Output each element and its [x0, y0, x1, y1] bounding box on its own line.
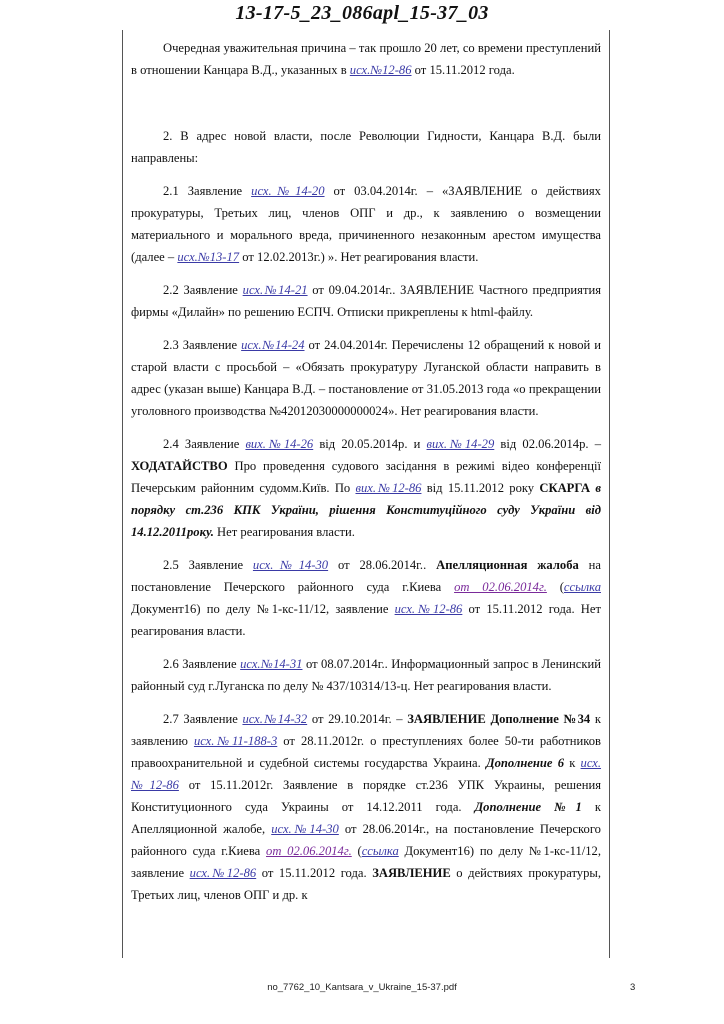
reference-link[interactable]: исх.№12-86: [131, 756, 602, 792]
reference-link[interactable]: исх.№14-30: [271, 822, 339, 836]
text: от 29.10.2014г. –: [307, 712, 408, 726]
reference-link[interactable]: ссылка: [563, 580, 601, 594]
text: 2.5 Заявление: [163, 558, 253, 572]
paragraph-2-5: [131, 554, 601, 642]
bold-italic-text: Дополнение 6: [486, 756, 565, 770]
text: 2.2 Заявление: [163, 283, 243, 297]
paragraph-2-6: [131, 653, 601, 697]
reference-link[interactable]: исх.№14-21: [242, 283, 308, 297]
text: Очередная уважительная причина – так прошло 20 лет, со времени преступлений в отношении Канцара В.Д., указанных в: [131, 41, 601, 77]
paragraph-section-2: [131, 125, 601, 169]
footer-page-number: 3: [630, 982, 636, 993]
reference-link[interactable]: от 02.06.2014г.: [454, 580, 547, 594]
bold-italic-text: в порядку ст.236 КПК України, рішення Конституційного суду України від 14.12.2011року.: [131, 481, 601, 539]
text: 2.6 Заявление: [163, 657, 241, 671]
paragraph-2-4: [131, 433, 601, 543]
text: (: [546, 580, 564, 594]
page-header-title: 13-17-5_23_086apl_15-37_03: [235, 2, 489, 24]
right-margin-rule: [609, 30, 610, 958]
text: 2.4 Заявление: [163, 437, 246, 451]
text: 2. В адрес новой власти, после Революции Гидности, Канцара В.Д. были направлены:: [131, 129, 601, 165]
text: от 15.11.2012 года.: [411, 63, 515, 77]
reference-link[interactable]: исх.№13-17: [177, 250, 240, 264]
reference-link[interactable]: исх.№14-24: [241, 338, 305, 352]
reference-link[interactable]: ссылка: [361, 844, 399, 858]
paragraph-2-1: [131, 180, 601, 268]
bold-italic-text: Дополнение №1: [474, 800, 582, 814]
text: Про проведення судового засідання в режимі відео конференції Печерським районним судомм.Київ. По: [131, 459, 601, 495]
footer-filename: no_7762_10_Kantsara_v_Ukraine_15-37.pdf: [267, 982, 457, 993]
reference-link[interactable]: исх.№14-20: [251, 184, 325, 198]
paragraph-2-7: [131, 708, 601, 906]
text: о действиях прокуратуры, Третьих лиц, членов ОПГ и др. к: [131, 866, 601, 902]
reference-link[interactable]: вих.№14-26: [245, 437, 314, 451]
text: от 15.11.2012 года. Нет реагирования власти.: [131, 602, 601, 638]
text: на постановление Печерского районного суда г.Киева: [131, 558, 602, 594]
reference-link[interactable]: исх.№12-86: [349, 63, 412, 77]
text: 2.3 Заявление: [163, 338, 242, 352]
text: от 24.04.2014г. Перечислены 12 обращений к новой и старой власти с просьбой – «Обязать прокуратуру Луганской области направить в адрес (указан выше) Канцара В.Д. – постановление от 31.05.2013 года «о прекращении уголовного производства №42012030000000024». Нет реагирования власти.: [131, 338, 601, 418]
reference-link[interactable]: от 02.06.2014г.: [266, 844, 352, 858]
text: 2.7 Заявление: [163, 712, 243, 726]
reference-link[interactable]: исх.№12-86: [394, 602, 463, 616]
bold-text: Апелляционная жалоба: [436, 558, 579, 572]
text: от 28.06.2014г., на постановление Печерского районного суда г.Киева: [131, 822, 601, 858]
text: Нет реагирования власти.: [213, 525, 355, 539]
text: від 02.06.2014р. –: [494, 437, 601, 451]
text: від 20.05.2014р. и: [313, 437, 427, 451]
text: Документ16) по делу №1-кс-11/12, заявление: [131, 602, 395, 616]
text: к: [564, 756, 581, 770]
reference-link[interactable]: исх.№11-188-3: [193, 734, 278, 748]
reference-link[interactable]: исх.№12-86: [189, 866, 257, 880]
paragraph-2-3: [131, 334, 601, 422]
text: от 28.11.2012г. о преступлениях более 50-ти работников правоохранительной и судебной системы государства Украина.: [131, 734, 601, 770]
text: Документ16) по делу №1-кс-11/12, заявление: [131, 844, 601, 880]
bold-text: ЗАЯВЛЕНИЕ Дополнение №34: [407, 712, 591, 726]
text: от 08.07.2014г.. Информационный запрос в Ленинский районный суд г.Луганска по делу № 437/10314/13-ц. Нет реагирования власти.: [131, 657, 601, 693]
text: 2.1 Заявление: [163, 184, 252, 198]
paragraph-2-2: [131, 279, 601, 323]
text: от 15.11.2012г. Заявление в порядке ст.236 УПК Украины, решения Конституционного суда Украины от 14.12.2011 года.: [131, 778, 601, 814]
reference-link[interactable]: исх.№14-32: [242, 712, 308, 726]
left-margin-rule: [122, 30, 123, 958]
bold-text: ЗАЯВЛЕНИЕ: [372, 866, 451, 880]
document-body: [131, 37, 601, 906]
text: к заявлению: [131, 712, 601, 748]
paragraph-intro: [131, 37, 601, 81]
text: (: [351, 844, 362, 858]
reference-link[interactable]: вих.№14-29: [426, 437, 495, 451]
text: к Апелляционной жалобе,: [131, 800, 601, 836]
text: от 28.06.2014г..: [328, 558, 437, 572]
bold-text: ХОДАТАЙСТВО: [131, 459, 228, 473]
bold-text: СКАРГА: [539, 481, 591, 495]
text: від 15.11.2012 року: [421, 481, 540, 495]
reference-link[interactable]: исх.№14-30: [252, 558, 329, 572]
text: от 03.04.2014г. – «ЗАЯВЛЕНИЕ о действиях прокуратуры, Третьих лиц, членов ОПГ и др., к заявлению о возмещении материального и морального вреда, причиненного незаконным арестом имущества (далее –: [131, 184, 601, 264]
text: от 09.04.2014г.. ЗАЯВЛЕНИЕ Частного предприятия фирмы «Дилайн» по решению ЕСПЧ. Отписки прикреплены к html-файлу.: [131, 283, 601, 319]
reference-link[interactable]: вих.№12-86: [355, 481, 422, 495]
text: от 15.11.2012 года.: [256, 866, 373, 880]
reference-link[interactable]: исх.№14-31: [240, 657, 303, 671]
text: от 12.02.2013г.) ». Нет реагирования власти.: [239, 250, 479, 264]
